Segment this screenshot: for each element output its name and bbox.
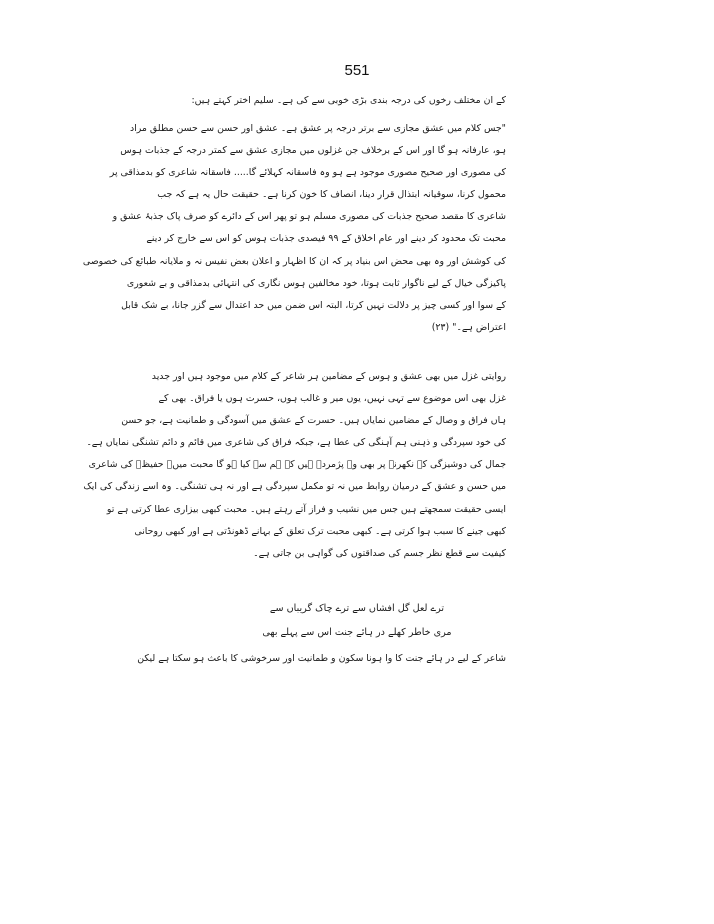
paragraph-line-3: ہاں فراق و وصال کے مضامین نمایاں ہیں۔ حسرت کے عشق میں آسودگی و طمانیت ہے، جو حسن [121, 415, 506, 427]
closing-paragraph [137, 648, 506, 670]
paragraph-line-1: روایتی غزل میں بھی عشق و ہوس کے مضامین ہر شاعر کے کلام میں موجود ہیں اور جدید [151, 371, 506, 382]
paragraph-line-7: ایسی حقیقت سمجھتے ہیں جس میں نشیب و فراز آتے رہتے ہیں۔ محبت کبھی بیزاری عطا کرتی ہے تو [106, 503, 506, 515]
quote-line-3: کی مصوری اور صحیح مصوری موجود ہے ہو وہ فاسقانہ کہلائے گا..... فاسقانہ شاعری کو بدمذاقی پر [109, 167, 506, 179]
intro-line: کے ان مختلف رخوں کی درجہ بندی بڑی خوبی سے کی ہے۔ سلیم اختر کہتے ہیں: [191, 95, 506, 106]
verse-line-2: مری خاطر کھلے در ہائے جنت اس سے پہلے بھی [262, 627, 452, 638]
quote-line-5: شاعری کا مقصد صحیح جذبات کی مصوری مسلم ہو تو پھر اس کے دائرے کو صرف پاک جذبۂ عشق و [112, 211, 506, 223]
quote-line-6: محبت تک محدود کر دینے اور عام اخلاق کے ۹۹ فیصدی جذبات ہوس کو اس سے خارج کر دینے [146, 233, 506, 245]
quote-line-9: کے سوا اور کسی چیز پر دلالت نہیں کرتا، البتہ اس ضمن میں حد اعتدال سے گزر جانا، بے شک قابل [121, 299, 506, 311]
quote-line-2: ہو، عارفانہ ہو گا اور اس کے برخلاف جن غزلوں میں مجازی عشق سے کمتر درجہ کے جذبات ہوس [120, 145, 506, 157]
quote-line-1: "جس کلام میں عشق مجازی سے برتر درجہ پر عشق ہے۔ عشق اور حسن سے حسن مطلق مراد [129, 123, 506, 134]
paragraph-line-2: غزل بھی اس موضوع سے تہی نہیں، یوں میر و غالب ہوں، حسرت ہوں یا فراق۔ بھی کے [158, 393, 506, 405]
paragraph-line-9: کیفیت سے قطع نظر جسم کی صداقتوں کی گواہی بن جاتی ہے۔ [253, 547, 506, 559]
paragraph-line-4: کی خود سپردگی و ذہنی ہم آہنگی کی عطا ہے، جبکہ فراق کی شاعری میں قائم و دائم تشنگی نمایاں ہے۔ [86, 437, 506, 449]
closing-line: شاعر کے لیے در ہائے جنت کا وا ہونا سکون و طمانیت اور سرخوشی کا باعث ہو سکتا ہے لیکن [137, 653, 506, 664]
quote-line-10: اعتراض ہے۔" (۲۳) [431, 321, 506, 333]
verse-line-1: ترے لعل گل افشاں سے ترے چاک گریباں سے [269, 603, 445, 614]
page-number: 551 [344, 62, 370, 79]
quote-line-4: محمول کرنا، سوقیانہ ابتذال قرار دینا، انصاف کا خون کرنا ہے۔ حقیقت حال یہ ہے کہ جب [157, 189, 506, 201]
quoted-passage [82, 118, 506, 339]
paragraph-line-6: میں حسن و عشق کے درمیان روابط میں نہ تو مکمل سپردگی ہے اور نہ ہی تشنگی۔ وہ اسے زندگی کی ایک [83, 481, 506, 493]
intro-paragraph [191, 90, 506, 112]
paragraph-line-5: جمال کی دوشیزگی کے نکھرنے پر بھی وہ پژمردہ ہیں کہ ہم سے کیا ہو گا محبت میں۔ حفیظؔ کی شاعری [88, 459, 506, 471]
paragraph-line-8: کبھی جینے کا سبب ہوا کرتی ہے۔ کبھی محبت ترک تعلق کے بہانے ڈھونڈتی ہے اور کبھی روحانی [134, 525, 506, 537]
quote-line-7: کی کوشش اور وہ بھی محض اس بنیاد پر کہ ان کا اظہار و اعلان بعض نفیس نہ و ملایانہ طبائع کی خصوصی [82, 255, 506, 267]
body-paragraph [83, 366, 506, 565]
quote-line-8: پاکیزگی خیال کے لیے ناگوار ثابت ہوتا، خود مخالفین ہوس نگاری کی انتہائی بدمذاقی و بے شعوری [126, 277, 506, 289]
